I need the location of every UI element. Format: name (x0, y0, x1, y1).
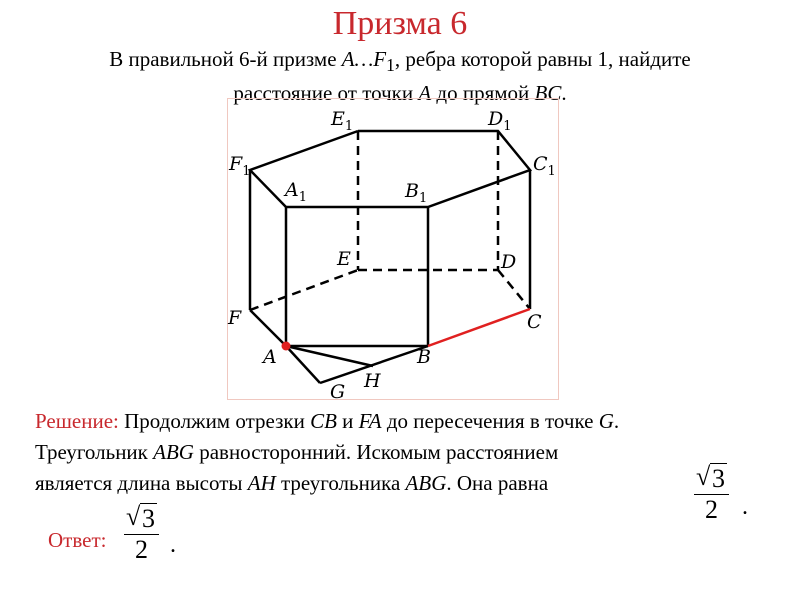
solution-text-part: треугольника (275, 471, 406, 495)
edge-d-c (498, 270, 530, 309)
solution-label: Решение: (35, 409, 119, 433)
solution-text-part: . (613, 409, 620, 433)
fraction-numerator (694, 464, 729, 495)
sqrt-icon: √ (696, 462, 711, 491)
altitude-a-h (286, 346, 373, 366)
solution-text-part: Треугольник (35, 440, 154, 464)
label-d: D (501, 251, 517, 273)
label-a: A (263, 346, 277, 368)
triangle-name: ABG (153, 440, 194, 464)
solution-text-part: до пересечения в точке (381, 409, 599, 433)
label-a1: $A_1$ (285, 179, 308, 205)
visible-edges (250, 131, 530, 383)
sqrt-argument: 3 (142, 504, 155, 533)
answer-period: . (170, 532, 176, 558)
sqrt-argument: 3 (712, 464, 725, 493)
problem-text: до прямой (431, 81, 535, 106)
label-f: F (228, 307, 242, 329)
edge-f-e (250, 270, 358, 310)
answer-numerator (124, 504, 159, 535)
solution-line-2 (35, 437, 785, 468)
answer-label: Ответ: (48, 528, 107, 552)
label-f1: $F_1$ (229, 153, 251, 179)
label-g: G (330, 381, 346, 403)
segment-b-c (428, 309, 530, 346)
label-c: C (527, 311, 542, 333)
problem-text: В правильной 6-й призме (109, 47, 342, 71)
fraction-denominator: 2 (705, 495, 718, 524)
solution-text-part: является длина высоты (35, 471, 248, 495)
label-h: H (364, 370, 381, 392)
answer-denominator: 2 (135, 535, 148, 564)
point-a-marker (282, 342, 291, 351)
segment-name: FA (358, 409, 382, 433)
triangle-name: ABG (405, 471, 447, 495)
sqrt-icon: √ (126, 502, 141, 531)
answer-fraction (124, 504, 159, 565)
solution-text-part: равносторонний. Искомым расстоянием (193, 440, 559, 464)
altitude-name: AH (247, 471, 276, 495)
problem-text: . (561, 81, 567, 106)
point-name: A (418, 81, 432, 106)
solution-line-3 (35, 468, 785, 499)
solution-text-part: . Она равна (446, 471, 549, 495)
label-b1: $B_1$ (405, 180, 428, 206)
segment-name: CB (310, 409, 337, 433)
label-e1: $E_1$ (331, 108, 354, 134)
solution-text-part: и (336, 409, 359, 433)
prism-name: A…F (341, 47, 387, 71)
label-e: E (337, 248, 351, 270)
edge-f-a (250, 310, 286, 346)
point-name: G (598, 409, 614, 433)
line-name: BC (534, 81, 562, 106)
hidden-edges (250, 131, 530, 310)
problem-text: расстояние от точки (233, 81, 419, 106)
solution-text (35, 406, 785, 499)
solution-line-1 (35, 406, 785, 437)
label-b: B (417, 346, 431, 368)
label-c1: $C_1$ (533, 153, 556, 179)
solution-period: . (742, 494, 748, 520)
solution-fraction (694, 464, 729, 525)
label-d1: $D_1$ (488, 108, 512, 134)
problem-text: , ребра которой равны 1, найдите (394, 47, 691, 71)
solution-text-part: Продолжим отрезки (118, 409, 311, 433)
slide-title: Призма 6 (332, 5, 468, 42)
prism-subscript: 1 (386, 55, 395, 76)
